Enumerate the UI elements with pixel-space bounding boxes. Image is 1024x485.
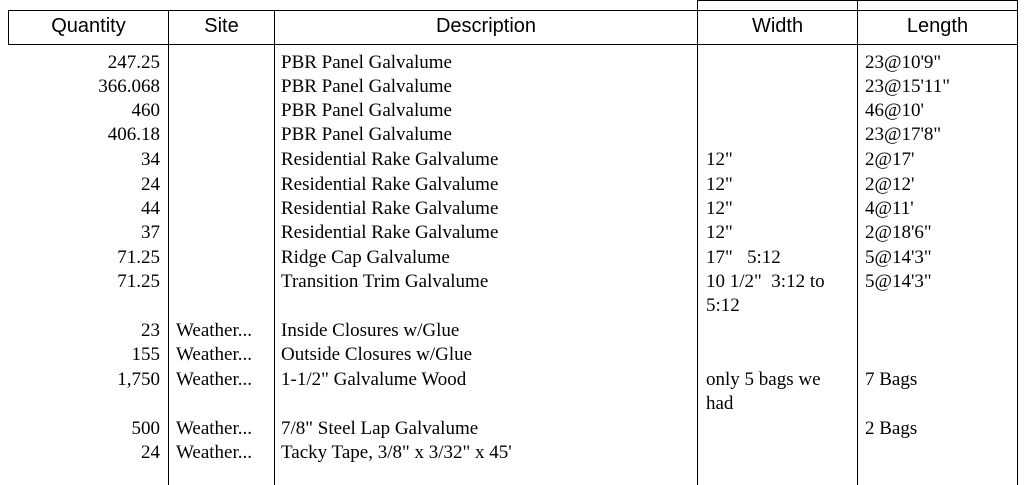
cell-length: 23@17'8" [865,124,942,145]
cell-description: PBR Panel Galvalume [281,52,452,73]
cell-quantity: 24 [141,442,160,463]
cell-description: 7/8" Steel Lap Galvalume [281,418,479,439]
cell-quantity: 23 [141,320,160,341]
cell-quantity: 247.25 [107,52,160,73]
cell-width: 10 1/2" 3:12 to [706,271,825,292]
cell-description: PBR Panel Galvalume [281,76,452,97]
cell-site: Weather... [176,442,253,463]
cell-width: 12" [706,174,733,195]
cell-site: Weather... [176,344,253,365]
cell-site: Weather... [176,320,253,341]
col-divider-description [274,10,275,485]
cell-description: Residential Rake Galvalume [281,222,499,243]
cell-length: 2@12' [865,174,915,195]
col-divider-right [1017,0,1018,485]
cell-quantity: 500 [131,418,160,439]
cell-length: 2 Bags [865,418,918,439]
cell-quantity: 406.18 [107,124,160,145]
cell-description: Tacky Tape, 3/8" x 3/32" x 45' [281,442,512,463]
cell-quantity: 37 [141,222,160,243]
cell-width: 12" [706,222,733,243]
cell-description: PBR Panel Galvalume [281,124,452,145]
col-divider-site [168,10,169,485]
cell-width: 12" [706,149,733,170]
cell-quantity: 71.25 [117,247,160,268]
cell-length: 2@17' [865,149,915,170]
header-width: Width [751,15,804,37]
cell-width-continued: 5:12 [706,295,740,316]
cell-site: Weather... [176,369,253,390]
header-bottom-border [8,44,1018,45]
cell-quantity: 34 [141,149,160,170]
cell-description: Residential Rake Galvalume [281,174,499,195]
cell-length: 23@15'11" [865,76,950,97]
cell-length: 2@18'6" [865,222,932,243]
cell-length: 7 Bags [865,369,918,390]
cell-length: 4@11' [865,198,914,219]
cell-site: Weather... [176,418,253,439]
cell-width: only 5 bags we [706,369,821,390]
cell-length: 46@10' [865,100,924,121]
cell-quantity: 71.25 [117,271,160,292]
header-quantity: Quantity [51,15,126,37]
cell-description: Ridge Cap Galvalume [281,247,450,268]
cell-quantity: 44 [141,198,160,219]
cell-width: 12" [706,198,733,219]
cell-quantity: 1,750 [117,369,160,390]
cell-description: 1-1/2" Galvalume Wood [281,369,467,390]
col-divider-length [857,0,858,485]
cell-length: 5@14'3" [865,247,932,268]
cell-quantity: 24 [141,174,160,195]
cell-width-continued: had [706,393,734,414]
cell-description: Residential Rake Galvalume [281,149,499,170]
header-site: Site [204,15,239,37]
cell-description: Transition Trim Galvalume [281,271,489,292]
cell-quantity: 460 [131,100,160,121]
header-description: Description [435,15,537,37]
cell-description: Residential Rake Galvalume [281,198,499,219]
cell-description: Inside Closures w/Glue [281,320,460,341]
cell-length: 5@14'3" [865,271,932,292]
col-divider-width [697,0,698,485]
cell-description: PBR Panel Galvalume [281,100,452,121]
header-length: Length [906,15,969,37]
cell-width: 17" 5:12 [706,247,781,268]
cell-length: 23@10'9" [865,52,942,73]
cell-quantity: 155 [131,344,160,365]
cell-quantity: 366.068 [98,76,160,97]
cell-description: Outside Closures w/Glue [281,344,473,365]
